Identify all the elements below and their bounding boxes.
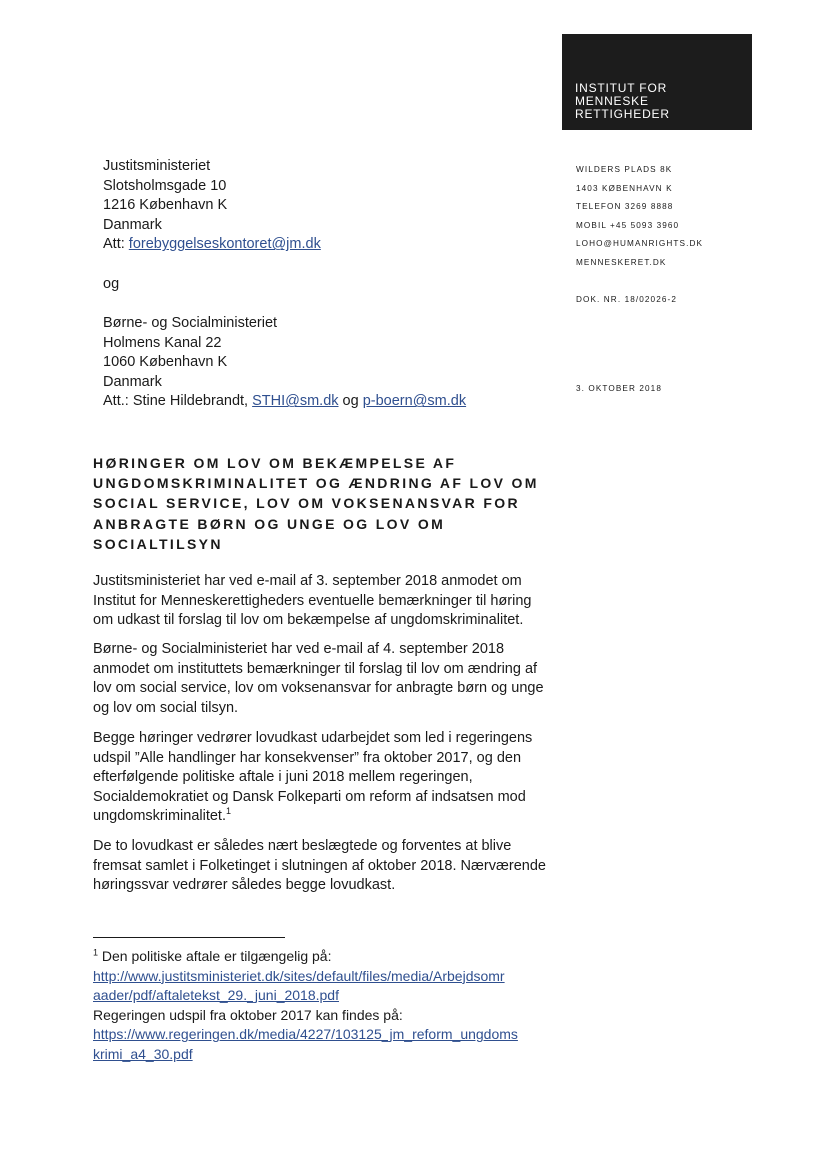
heading-line-2: UNGDOMSKRIMINALITET OG ÆNDRING AF LOV OM <box>93 475 539 492</box>
document-number: DOK. NR. 18/02026-2 <box>576 295 677 304</box>
recipient-2-email-link-1[interactable]: STHI@sm.dk <box>252 393 339 410</box>
logo-line-2: MENNESKE <box>575 94 649 108</box>
sender-phone: TELEFON 3269 8888 <box>576 202 674 212</box>
paragraph-2-line: og lov om social tilsyn. <box>93 699 239 716</box>
footnote-intro-2: Regeringen udspil fra oktober 2017 kan findes på: <box>93 1006 403 1023</box>
recipient-2-att-mid: og <box>338 393 363 410</box>
recipient-1-email-link[interactable]: forebyggelseskontoret@jm.dk <box>128 236 321 253</box>
recipient-1-country: Danmark <box>103 216 162 233</box>
paragraph-1-line: om udkast til forslag til lov om bekæmpelse af ungdomskriminalitet. <box>93 612 524 629</box>
paragraph-2-line: Børne- og Socialministeriet har ved e-mail af 4. september 2018 <box>93 641 505 657</box>
paragraph-4-line: høringssvar vedrører således begge lovudkast. <box>93 877 396 894</box>
recipient-2-street: Holmens Kanal 22 <box>103 334 222 351</box>
paragraph-3-line: Begge høringer vedrører lovudkast udarbejdet som led i regeringens <box>93 730 533 746</box>
recipient-1-att-prefix: Att: <box>103 236 129 253</box>
letter-date: 3. OKTOBER 2018 <box>576 384 662 393</box>
paragraph-1-line: Institut for Menneskerettigheders eventuelle bemærkninger til høring <box>93 592 532 609</box>
paragraph-3-line: udspil ”Alle handlinger har konsekvenser” fra oktober 2017, og den <box>93 749 522 766</box>
footnote-link-2-part-1[interactable]: https://www.regeringen.dk/media/4227/103125_jm_reform_ungdoms <box>93 1026 518 1043</box>
recipient-2-country: Danmark <box>103 373 162 390</box>
heading-line-5: SOCIALTILSYN <box>93 535 223 552</box>
footnote <box>93 947 563 1065</box>
sender-mobile: MOBIL +45 5093 3960 <box>576 220 680 230</box>
recipient-1-address <box>103 157 321 255</box>
recipient-1-city: 1216 København K <box>103 197 228 214</box>
institute-logo <box>562 34 752 130</box>
footnote-link-2-part-2[interactable]: krimi_a4_30.pdf <box>93 1045 193 1062</box>
recipient-2-att-prefix: Att.: Stine Hildebrandt, <box>103 393 253 410</box>
recipient-2-name: Børne- og Socialministeriet <box>103 315 278 331</box>
heading-line-1: HØRINGER OM LOV OM BEKÆMPELSE AF <box>93 455 457 471</box>
footnote-link-2[interactable] <box>93 1025 563 1045</box>
recipient-1-name: Justitsministeriet <box>103 158 211 174</box>
recipient-2-address <box>103 314 466 412</box>
recipient-1-street: Slotsholmsgade 10 <box>103 177 227 194</box>
paragraph-3-last-text: ungdomskriminalitet. <box>93 808 226 825</box>
paragraph-2-line: lov om social service, lov om voksenansvar for anbragte børn og unge <box>93 680 544 697</box>
recipient-1-att <box>103 235 321 255</box>
logo-line-3: RETTIGHEDER <box>575 107 670 121</box>
paragraph-4-line: De to lovudkast er således nært beslægtede og forventes at blive <box>93 838 512 854</box>
paragraph-3-line: Socialdemokratiet og Dansk Folkeparti om reform af indsatsen mod <box>93 788 526 805</box>
footnote-link-1[interactable] <box>93 967 563 987</box>
heading-line-3: SOCIAL SERVICE, LOV OM VOKSENANSVAR FOR <box>93 495 520 512</box>
paragraph-4-line: fremsat samlet i Folketinget i slutningen af oktober 2018. Nærværende <box>93 857 546 874</box>
footnote-intro-line <box>93 947 563 967</box>
sender-email: LOHO@HUMANRIGHTS.DK <box>576 239 704 249</box>
body-paragraph-3 <box>93 729 573 827</box>
body-paragraph-4 <box>93 837 573 896</box>
letter-heading <box>93 453 563 554</box>
sender-contact-block <box>576 161 703 273</box>
sender-city: 1403 KØBENHAVN K <box>576 183 673 193</box>
body-paragraph-1 <box>93 572 573 631</box>
footnote-marker: 1 <box>93 947 99 958</box>
sender-street: WILDERS PLADS 8K <box>576 165 673 174</box>
footnote-reference[interactable]: 1 <box>225 806 231 817</box>
logo-line-1: INSTITUT FOR <box>575 81 668 95</box>
recipient-connector: og <box>103 276 120 292</box>
recipient-2-city: 1060 København K <box>103 354 228 371</box>
paragraph-1-line: Justitsministeriet har ved e-mail af 3. september 2018 anmodet om <box>93 573 522 589</box>
paragraph-2-line: anmodet om instituttets bemærkninger til forslag til lov om ændring af <box>93 660 538 677</box>
footnote-separator <box>93 937 285 938</box>
footnote-link-1-continued[interactable] <box>93 986 563 1006</box>
recipient-2-att <box>103 392 466 412</box>
footnote-link-2-continued[interactable] <box>93 1045 563 1065</box>
paragraph-3-line: efterfølgende politiske aftale i juni 2018 mellem regeringen, <box>93 769 473 786</box>
footnote-intro: Den politiske aftale er tilgængelig på: <box>98 948 332 964</box>
sender-website: MENNESKERET.DK <box>576 257 667 267</box>
recipient-2-email-link-2[interactable]: p-boern@sm.dk <box>362 393 467 410</box>
paragraph-3-last-line <box>93 807 573 827</box>
body-paragraph-2 <box>93 640 573 718</box>
heading-line-4: ANBRAGTE BØRN OG UNGE OG LOV OM <box>93 515 446 532</box>
footnote-link-1-part-2[interactable]: aader/pdf/aftaletekst_29._juni_2018.pdf <box>93 987 339 1004</box>
footnote-link-1-part-1[interactable]: http://www.justitsministeriet.dk/sites/default/files/media/Arbejdsomr <box>93 967 505 984</box>
